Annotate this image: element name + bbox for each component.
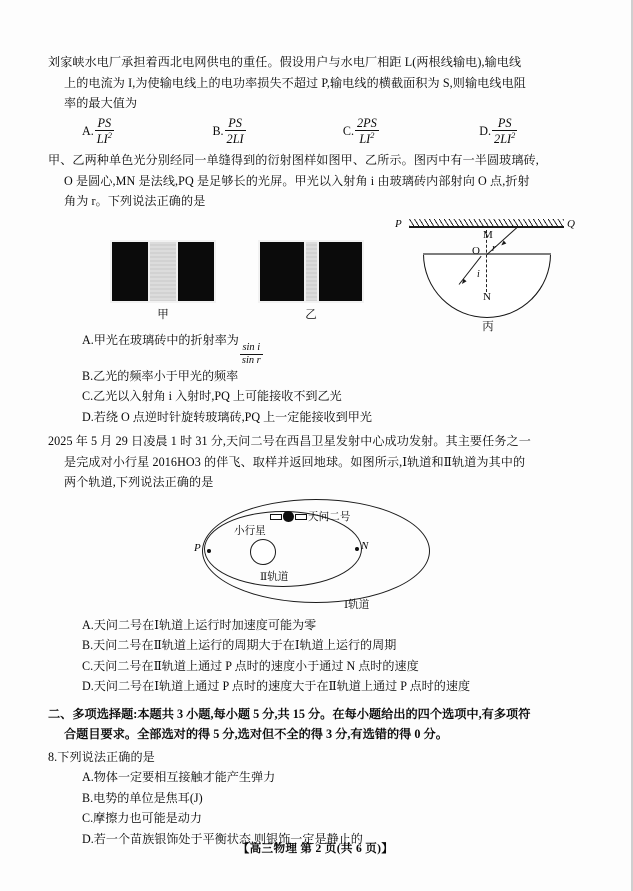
option-a-numerator: PS xyxy=(95,117,114,131)
dark-band-right xyxy=(319,242,363,301)
figure-caption-yi: 乙 xyxy=(305,308,317,321)
option-c-label: C. xyxy=(342,123,354,138)
question-7-option-c[interactable] xyxy=(48,656,588,677)
option-c-numerator: 2PS xyxy=(357,115,377,130)
question-8-option-a[interactable] xyxy=(48,767,588,788)
question-8-option-b[interactable] xyxy=(48,788,588,809)
option-a-denominator: sin r xyxy=(241,354,261,366)
diffraction-pattern-yi xyxy=(258,240,364,303)
option-a-text: 物体一定要相互接触才能产生弹力 xyxy=(93,770,276,785)
option-a-label: A. xyxy=(82,770,94,785)
option-a-label: A. xyxy=(82,332,94,347)
option-b-numerator: PS xyxy=(225,117,246,131)
question-6-stem-line-1: 甲、乙两种单色光分别经同一单缝得到的衍射图样如图甲、乙所示。图丙中有一半圆玻璃砖, xyxy=(48,153,539,168)
question-5-stem-line-2: 上的电流为 I,为使输电线上的电功率损失不超过 P,输电线的横截面积为 S,则输电线电阻 xyxy=(64,75,526,90)
option-c-label: C. xyxy=(82,658,94,673)
option-b-text: 电势的单位是焦耳(J) xyxy=(93,790,203,805)
option-d-numerator: PS xyxy=(492,117,517,131)
option-c-label: C. xyxy=(82,811,94,826)
option-c-text: 天问二号在Ⅱ轨道上通过 P 点时的速度小于通过 N 点时的速度 xyxy=(93,658,419,673)
orbit-inner-label: Ⅱ轨道 xyxy=(260,571,289,583)
option-a-text: 甲光在玻璃砖中的折射率为 xyxy=(93,332,239,347)
point-n-marker xyxy=(355,547,359,551)
option-c-text: 乙光以入射角 i 入射时,PQ 上可能接收不到乙光 xyxy=(93,389,342,404)
option-a-label: A. xyxy=(82,123,94,138)
option-b-label: B. xyxy=(82,368,94,383)
diffraction-pattern-jia xyxy=(110,240,216,303)
satellite-label: 天问二号 xyxy=(308,511,351,523)
option-a-fraction xyxy=(95,117,114,147)
question-5-option-b[interactable] xyxy=(212,117,342,147)
satellite-solar-panel-right xyxy=(295,514,307,520)
option-d-text: 天问二号在Ⅰ轨道上通过 P 点时的速度大于在Ⅱ轨道上通过 P 点时的速度 xyxy=(93,679,471,694)
option-c-text: 摩擦力也可能是动力 xyxy=(93,811,202,826)
question-5-options xyxy=(48,117,588,147)
dark-band-left xyxy=(260,242,304,301)
option-c-fraction xyxy=(355,117,379,147)
point-p-marker xyxy=(207,549,211,553)
question-6-stem-line-2: O 是圆心,MN 是法线,PQ 是足够长的光屏。甲光以入射角 i 由玻璃砖内部射向 O 点,折射 xyxy=(64,173,530,188)
satellite-body-icon xyxy=(283,511,294,522)
option-b-label: B. xyxy=(212,123,224,138)
question-6-option-a[interactable] xyxy=(48,330,588,366)
asteroid-label: 小行星 xyxy=(234,525,266,537)
question-6-option-d[interactable] xyxy=(48,407,588,428)
option-b-fraction xyxy=(225,117,246,147)
screen-line-pq xyxy=(409,226,564,228)
label-q: Q xyxy=(567,217,575,230)
question-5 xyxy=(48,52,588,146)
orbit-diagram xyxy=(194,497,448,611)
page-content xyxy=(48,52,588,851)
label-m: M xyxy=(483,228,493,241)
question-6-stem-line-3: 角为 r。下列说法正确的是 xyxy=(64,194,206,209)
central-bright-band xyxy=(306,242,317,301)
option-d-text: 若一个苗族银饰处于平衡状态,则银饰一定是静止的 xyxy=(93,831,363,846)
question-7 xyxy=(48,431,588,697)
option-b-denominator: 2LI xyxy=(226,131,244,146)
label-o: O xyxy=(472,244,480,257)
dark-band-right xyxy=(178,242,214,301)
option-a-label: A. xyxy=(82,617,94,632)
orbit-outer-label: Ⅰ轨道 xyxy=(344,599,370,611)
option-b-label: B. xyxy=(82,638,94,653)
question-7-option-d[interactable] xyxy=(48,676,588,697)
option-a-fraction xyxy=(240,342,263,365)
option-d-denominator: $2LI^2$ xyxy=(494,130,516,146)
question-7-stem-line-2: 是完成对小行星 2016HO3 的伴飞、取样并返回地球。如图所示,Ⅰ轨道和Ⅱ轨道为其中的 xyxy=(64,454,526,469)
question-7-figure xyxy=(48,497,588,615)
dark-band-left xyxy=(112,242,148,301)
option-d-label: D. xyxy=(479,123,492,138)
option-b-text: 天问二号在Ⅱ轨道上运行的周期大于在Ⅰ轨道上运行的周期 xyxy=(93,638,397,653)
glass-brick-diagram xyxy=(393,217,588,333)
label-i: i xyxy=(477,268,480,280)
point-n-label: N xyxy=(361,539,369,552)
question-7-option-b[interactable] xyxy=(48,635,588,656)
section-2-heading-line-2: 合题目要求。全部选对的得 5 分,选对但不全的得 3 分,有选错的得 0 分。 xyxy=(64,727,448,742)
question-5-option-c[interactable] xyxy=(343,117,479,147)
question-5-stem-line-1: 刘家峡水电厂承担着西北电网供电的重任。假设用户与水电厂相距 L(两根线输电),输电线 xyxy=(48,55,522,69)
option-a-denominator: $LI^2$ xyxy=(96,130,112,146)
option-c-denominator: $LI^2$ xyxy=(359,130,375,146)
option-d-fraction xyxy=(492,117,517,147)
option-b-text: 乙光的频率小于甲光的频率 xyxy=(93,368,239,383)
figure-caption-bing: 丙 xyxy=(482,320,494,333)
option-b-label: B. xyxy=(82,790,94,805)
figure-caption-jia: 甲 xyxy=(157,308,169,321)
question-5-option-a[interactable] xyxy=(82,117,212,147)
question-8-stem-text: 下列说法正确的是 xyxy=(57,749,155,764)
option-d-label: D. xyxy=(82,679,94,694)
section-2-heading xyxy=(48,704,588,745)
question-7-stem-line-1: 2025 年 5 月 29 日凌晨 1 时 31 分,天问二号在西昌卫星发射中心成功发射。其主要任务之一 xyxy=(48,434,531,449)
satellite-solar-panel-left xyxy=(270,514,282,520)
label-r: r xyxy=(492,242,496,254)
question-8 xyxy=(48,747,588,850)
option-d-label: D. xyxy=(82,831,94,846)
option-c-label: C. xyxy=(82,389,94,404)
question-5-option-d[interactable] xyxy=(479,117,588,147)
question-6 xyxy=(48,150,588,427)
point-p-label: P xyxy=(194,541,201,554)
question-8-option-c[interactable] xyxy=(48,808,588,829)
question-6-option-b[interactable] xyxy=(48,366,588,387)
question-6-option-c[interactable] xyxy=(48,386,588,407)
label-n: N xyxy=(483,290,491,303)
label-p: P xyxy=(395,217,402,230)
option-a-numerator: sin i xyxy=(240,342,263,354)
option-d-text: 若绕 O 点逆时针旋转玻璃砖,PQ 上一定能接收到甲光 xyxy=(93,409,372,424)
section-2-heading-line-1: 二、多项选择题:本题共 3 小题,每小题 5 分,共 15 分。在每小题给出的四个选项中,有多项符 xyxy=(48,706,531,721)
option-a-text: 天问二号在Ⅰ轨道上运行时加速度可能为零 xyxy=(93,617,317,632)
asteroid-circle xyxy=(250,539,276,565)
central-bright-band xyxy=(150,242,176,301)
option-d-label: D. xyxy=(82,409,94,424)
question-5-stem-line-3: 率的最大值为 xyxy=(64,96,138,110)
question-8-number: 8. xyxy=(48,749,58,764)
page-footer: 【高三物理 第 2 页(共 6 页)】 xyxy=(237,842,394,855)
question-7-option-a[interactable] xyxy=(48,615,588,636)
question-6-figure xyxy=(48,217,588,333)
question-7-stem-line-3: 两个轨道,下列说法正确的是 xyxy=(64,475,214,490)
question-8-stem xyxy=(48,747,588,768)
